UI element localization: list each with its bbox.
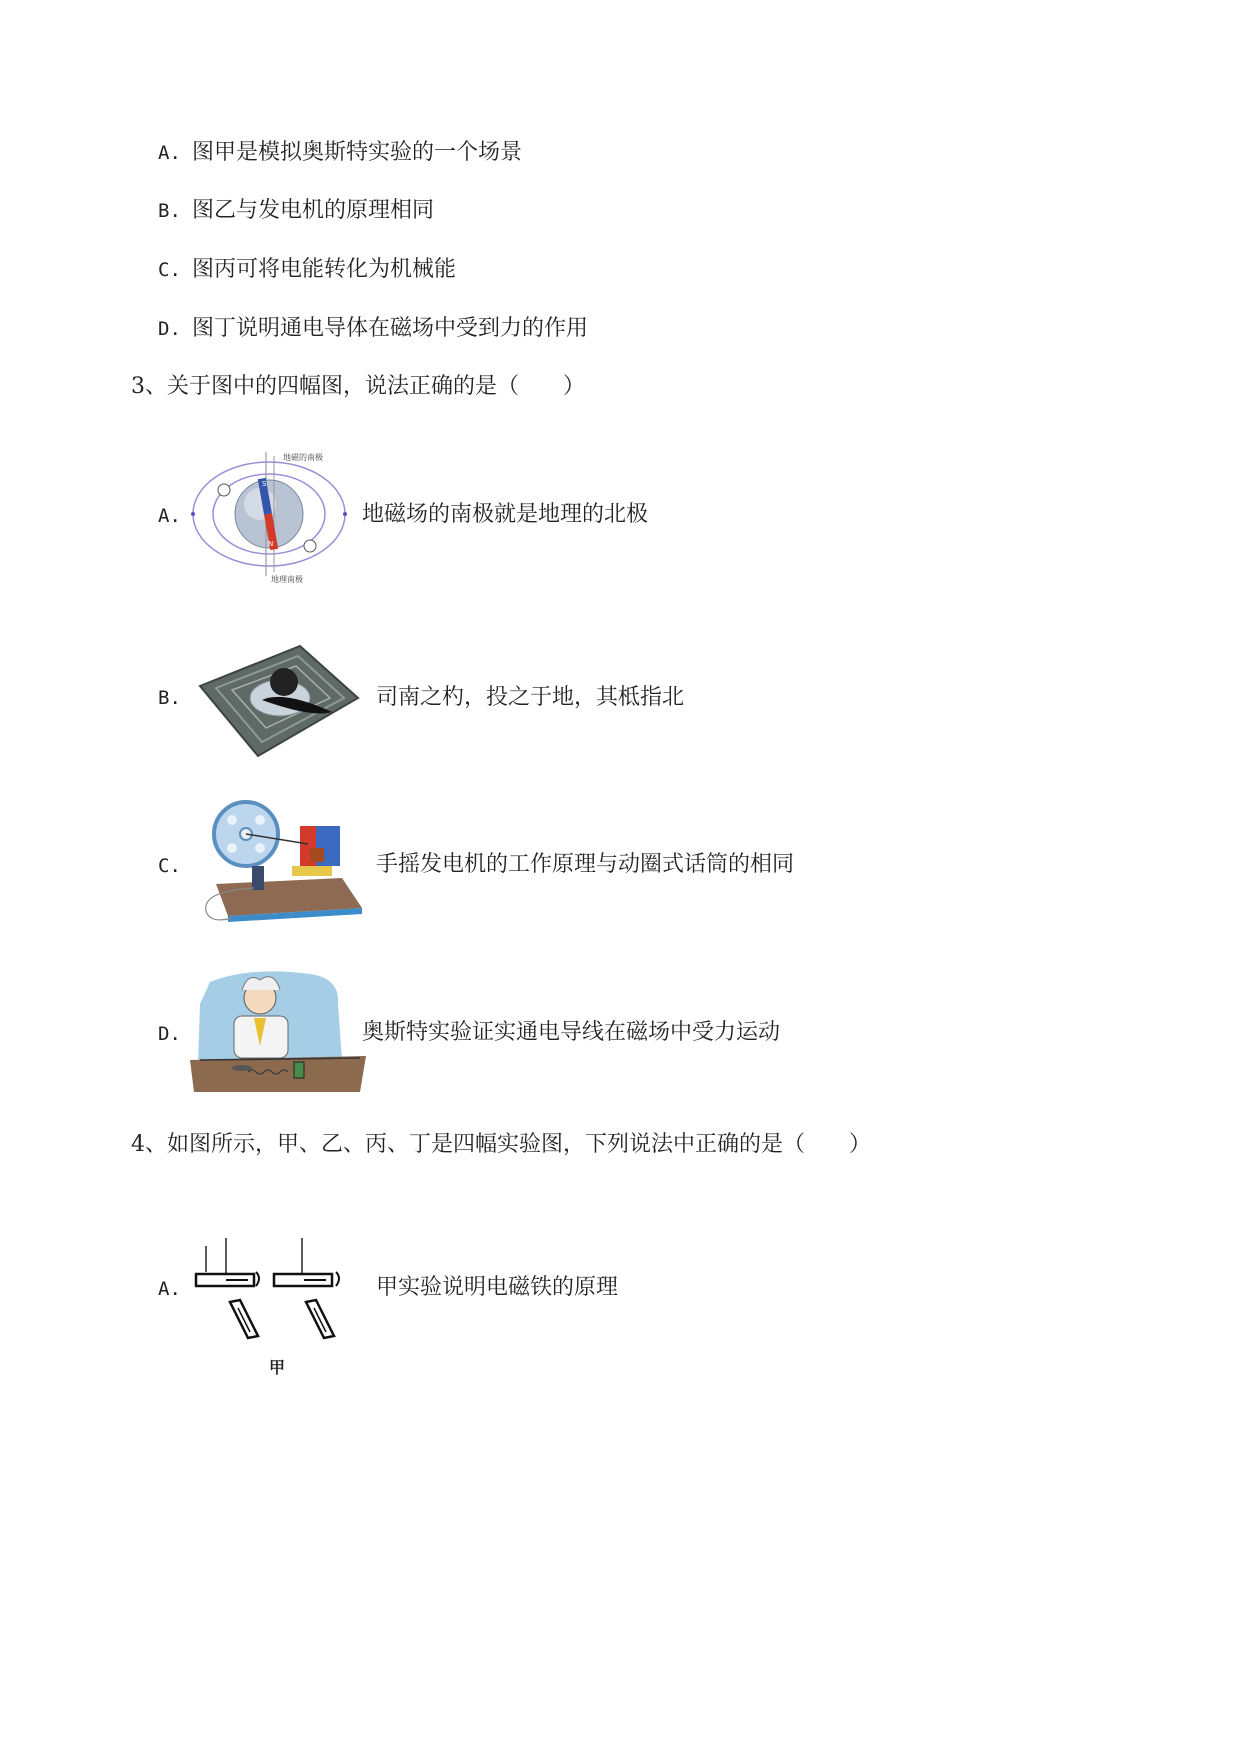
q2-option-b: [158, 197, 434, 225]
q4-stem: 4、如图所示，甲、乙、丙、丁是四幅实验图，下列说法中正确的是（ ）: [131, 1132, 871, 1157]
fig-label-bottom: 地理南极: [271, 575, 303, 584]
hand-crank-generator-figure: [192, 796, 366, 926]
sinan-compass-figure: [192, 638, 362, 760]
q3-option-d-text: 奥斯特实验证实通电导线在磁场中受力运动: [362, 1020, 781, 1045]
magnet-n-label: N: [268, 540, 274, 548]
q3-option-d-letter: D.: [158, 1023, 181, 1045]
option-text: 图丁说明通电导体在磁场中受到力的作用: [191, 316, 588, 341]
option-letter: A.: [158, 142, 181, 164]
option-text: 图丙可将电能转化为机械能: [191, 257, 456, 282]
q3-option-b-text: 司南之杓，投之于地，其柢指北: [376, 685, 685, 710]
figure-caption-jia: 甲: [269, 1358, 286, 1377]
magnet-s-label: S: [262, 480, 267, 488]
q2-option-c: [158, 256, 456, 284]
q2-option-d: [158, 315, 588, 343]
fig-label-top: 地磁的南极: [283, 453, 323, 462]
q4-option-a-letter: A.: [158, 1278, 181, 1300]
magnet-on-strings-figure: [192, 1238, 354, 1344]
earth-magnetic-field-figure: [188, 448, 350, 586]
oersted-experiment-figure: [190, 964, 366, 1094]
q2-option-a: [158, 139, 522, 167]
option-text: 图乙与发电机的原理相同: [191, 198, 434, 223]
option-letter: C.: [158, 259, 181, 281]
q3-option-c-text: 手摇发电机的工作原理与动圈式话筒的相同: [376, 852, 795, 877]
option-letter: D.: [158, 318, 181, 340]
q3-option-a-text: 地磁场的南极就是地理的北极: [362, 502, 649, 527]
q4-option-a-text: 甲实验说明电磁铁的原理: [376, 1275, 619, 1300]
q3-stem: 3、关于图中的四幅图，说法正确的是（ ）: [131, 374, 585, 399]
option-letter: B.: [158, 200, 181, 222]
q3-option-b-letter: B.: [158, 687, 181, 709]
option-text: 图甲是模拟奥斯特实验的一个场景: [191, 140, 522, 165]
q3-option-a-letter: A.: [158, 505, 181, 527]
q3-option-c-letter: C.: [158, 855, 181, 877]
